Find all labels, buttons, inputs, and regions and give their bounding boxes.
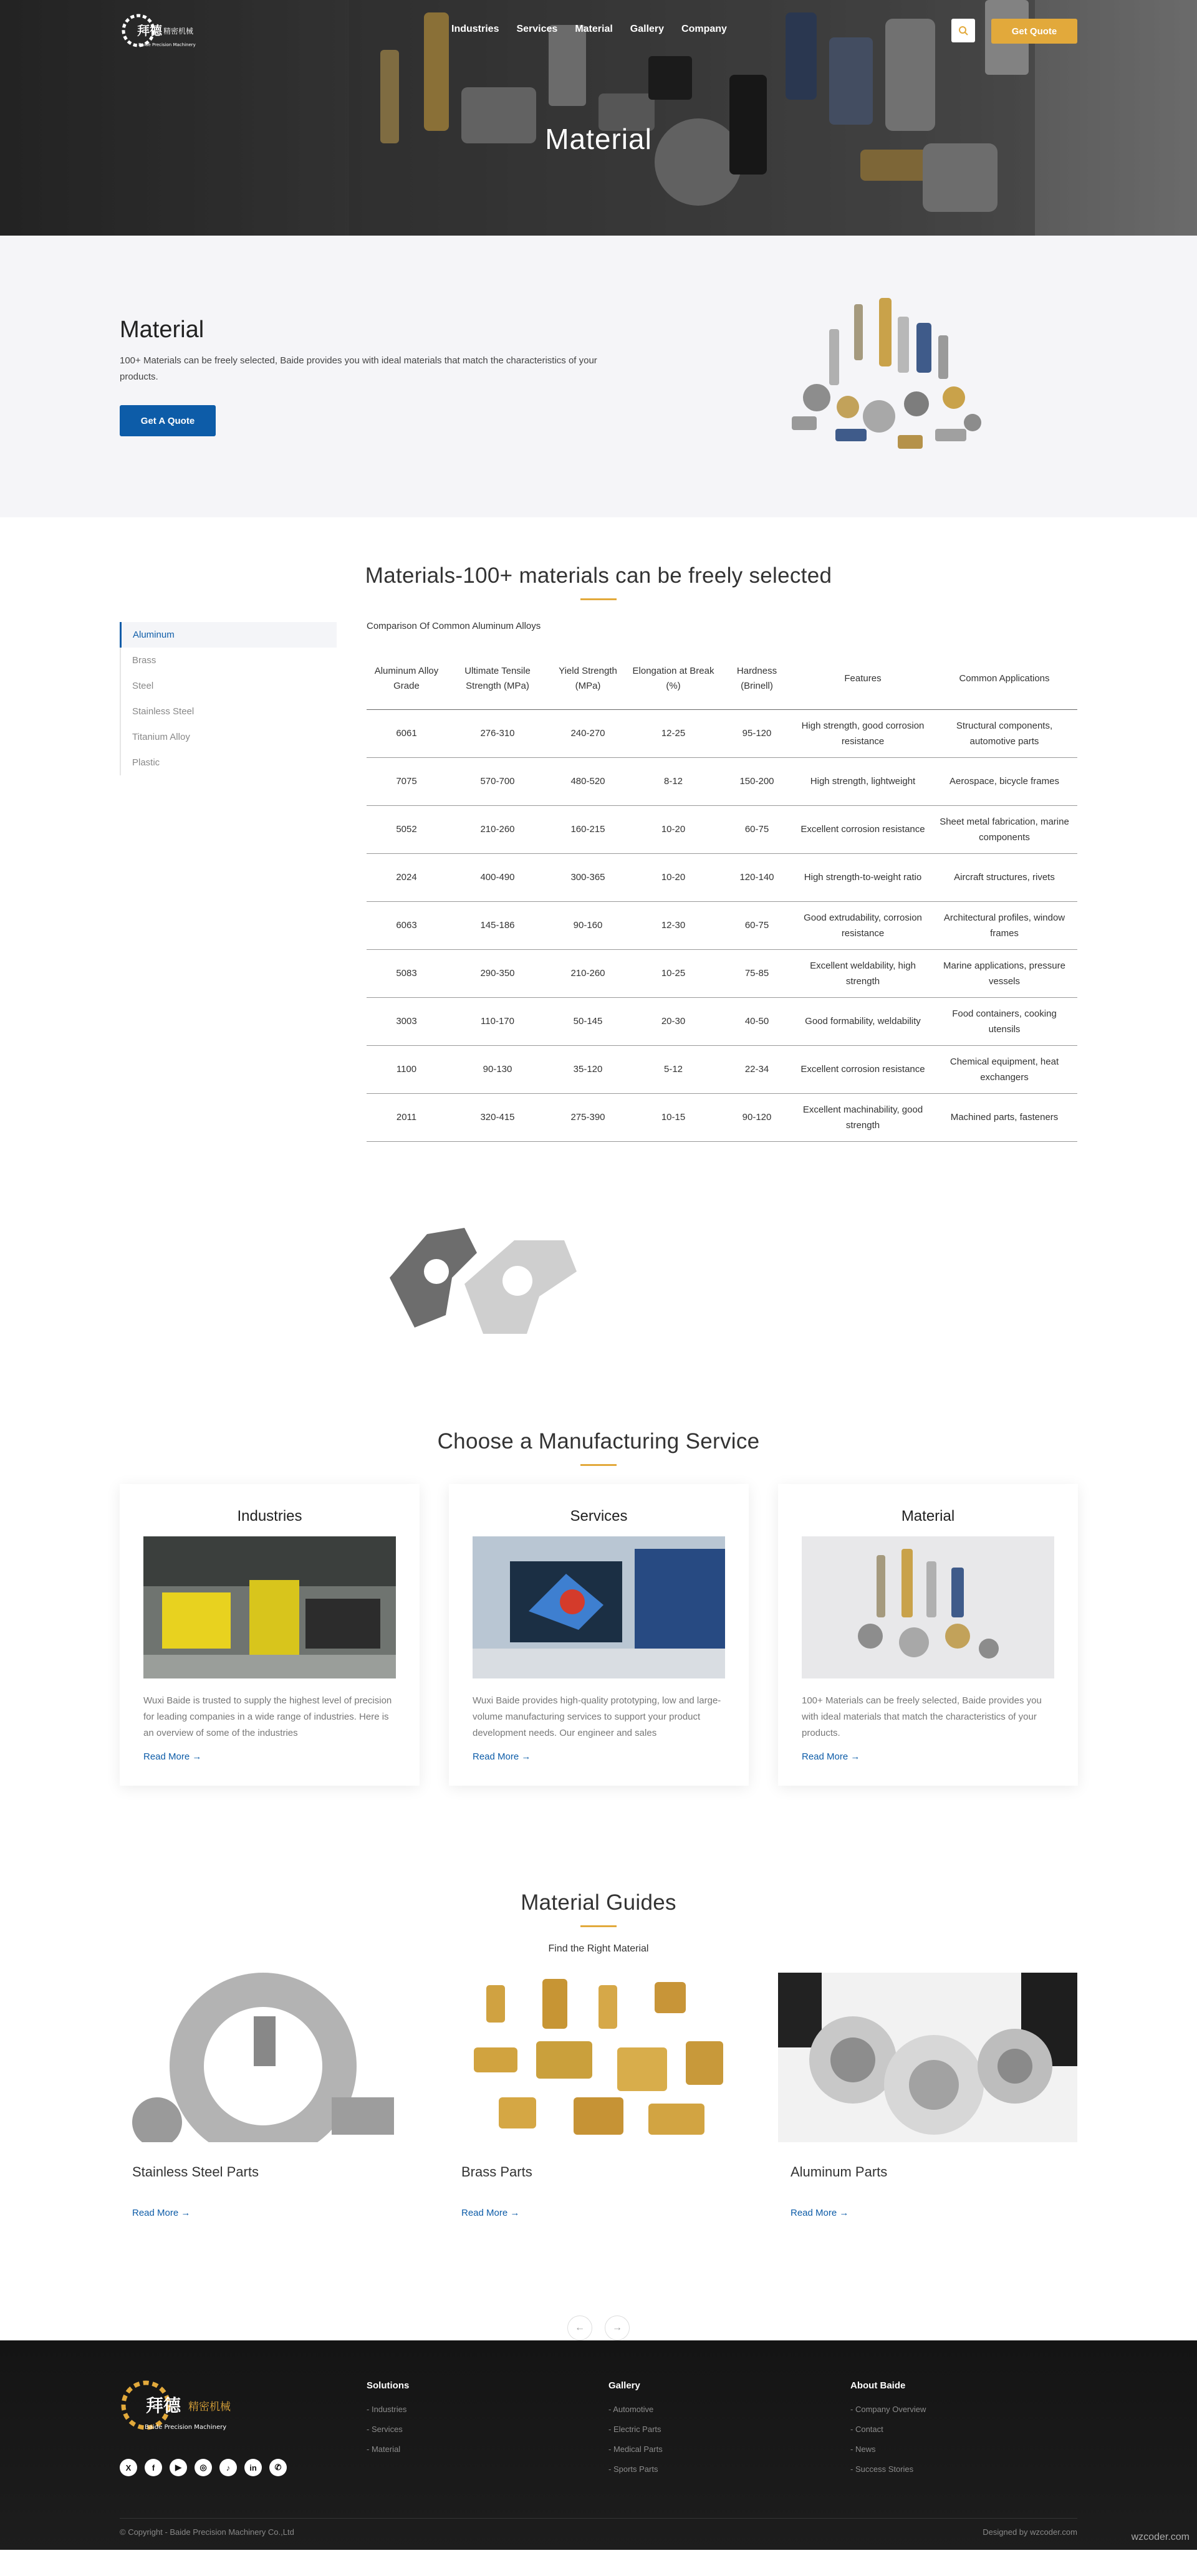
card-text: Wuxi Baide is trusted to supply the highest level of precision for leading companies in a wide range of industries. Here is an overview of some of the industries bbox=[143, 1695, 392, 1738]
sidebar-item-plastic[interactable]: Plastic bbox=[132, 757, 160, 768]
table-cell: 7075 bbox=[367, 757, 446, 805]
table-cell: High strength, lightweight bbox=[794, 757, 931, 805]
svg-text:拜德: 拜德 bbox=[137, 23, 162, 38]
nav-link-material[interactable]: Material bbox=[575, 24, 613, 34]
table-cell: Excellent weldability, high strength bbox=[794, 949, 931, 997]
guides-title: Material Guides bbox=[521, 1890, 676, 1915]
footer-column-title: Gallery bbox=[608, 2380, 640, 2391]
arrow-right-icon: → bbox=[510, 2208, 520, 2218]
sidebar-item-steel[interactable]: Steel bbox=[132, 681, 154, 691]
table-cell: 6061 bbox=[367, 709, 446, 757]
card-text: Wuxi Baide provides high-quality prototyping, low and large-volume manufacturing services to support your product development needs. Our engineer and sales bbox=[473, 1695, 721, 1738]
industries-image bbox=[143, 1536, 396, 1678]
table-row bbox=[367, 901, 1077, 949]
nav-link-industries[interactable]: Industries bbox=[451, 24, 499, 34]
svg-text:拜德: 拜德 bbox=[146, 2395, 181, 2416]
table-cell: Chemical equipment, heat exchangers bbox=[931, 1045, 1077, 1093]
table-cell: 10-20 bbox=[627, 853, 719, 901]
footer-link[interactable]: - Contact bbox=[850, 2420, 926, 2440]
table-cell: 110-170 bbox=[446, 997, 549, 1045]
table-cell: 60-75 bbox=[719, 805, 794, 853]
footer-column-gallery bbox=[608, 2380, 663, 2479]
title-underline bbox=[580, 1925, 617, 1927]
sidebar-item-aluminum[interactable]: Aluminum bbox=[120, 622, 337, 648]
watermark: wzcoder.com bbox=[1131, 2532, 1190, 2542]
youtube-icon[interactable]: ▶ bbox=[170, 2459, 187, 2476]
service-card-industries[interactable] bbox=[120, 1484, 420, 1786]
table-cell: 8-12 bbox=[627, 757, 719, 805]
materials-title: Materials-100+ materials can be freely selected bbox=[365, 563, 832, 588]
table-cell: Sheet metal fabrication, marine components bbox=[931, 805, 1077, 853]
arrow-right-icon: → bbox=[181, 2208, 191, 2218]
table-caption: Comparison Of Common Aluminum Alloys bbox=[367, 621, 541, 631]
read-more-link[interactable]: Read More → bbox=[473, 1751, 531, 1762]
table-cell: 35-120 bbox=[549, 1045, 627, 1093]
x-icon[interactable]: X bbox=[120, 2459, 137, 2476]
search-button[interactable] bbox=[951, 19, 975, 42]
carousel-next-button[interactable] bbox=[605, 2315, 630, 2340]
aluminum-parts-image bbox=[377, 1203, 583, 1346]
designed-by-link[interactable]: Designed by wzcoder.com bbox=[983, 2527, 1077, 2537]
table-cell: 290-350 bbox=[446, 949, 549, 997]
guide-card-brass[interactable] bbox=[449, 1973, 748, 2218]
nav-links bbox=[451, 24, 727, 35]
table-cell: 40-50 bbox=[719, 997, 794, 1045]
table-cell: Food containers, cooking utensils bbox=[931, 997, 1077, 1045]
footer-link[interactable]: - Medical Parts bbox=[608, 2440, 663, 2459]
table-cell: High strength, good corrosion resistance bbox=[794, 709, 931, 757]
svg-text:Baide Precision Machinery: Baide Precision Machinery bbox=[145, 2424, 227, 2431]
footer-link[interactable]: - Services bbox=[367, 2420, 409, 2440]
sidebar-item-titanium-alloy[interactable]: Titanium Alloy bbox=[132, 732, 190, 742]
table-cell: 150-200 bbox=[719, 757, 794, 805]
guide-title: Stainless Steel Parts bbox=[132, 2164, 259, 2180]
whatsapp-icon[interactable]: ✆ bbox=[269, 2459, 287, 2476]
get-a-quote-button[interactable]: Get A Quote bbox=[120, 405, 216, 436]
title-underline bbox=[580, 598, 617, 600]
table-cell: Marine applications, pressure vessels bbox=[931, 949, 1077, 997]
services-image bbox=[473, 1536, 725, 1678]
table-cell: 2024 bbox=[367, 853, 446, 901]
footer-link[interactable]: - News bbox=[850, 2440, 926, 2459]
nav-link-gallery[interactable]: Gallery bbox=[630, 24, 665, 34]
read-more-link[interactable]: Read More → bbox=[461, 2208, 520, 2218]
guide-card-stainless[interactable] bbox=[120, 1973, 419, 2218]
footer-link[interactable]: - Company Overview bbox=[850, 2400, 926, 2420]
table-cell: 90-160 bbox=[549, 901, 627, 949]
table-cell: 240-270 bbox=[549, 709, 627, 757]
table-cell: 6063 bbox=[367, 901, 446, 949]
copyright-text: © Copyright - Baide Precision Machinery Co.,Ltd bbox=[120, 2527, 294, 2537]
baide-logo[interactable] bbox=[120, 10, 196, 51]
table-cell: 22-34 bbox=[719, 1045, 794, 1093]
column-header: Yield Strength (MPa) bbox=[549, 648, 627, 709]
table-cell: High strength-to-weight ratio bbox=[794, 853, 931, 901]
arrow-right-icon: → bbox=[521, 1751, 531, 1762]
column-header: Common Applications bbox=[931, 648, 1077, 709]
table-cell: 210-260 bbox=[446, 805, 549, 853]
footer-column-title: About Baide bbox=[850, 2380, 906, 2391]
table-cell: 3003 bbox=[367, 997, 446, 1045]
table-cell: 12-25 bbox=[627, 709, 719, 757]
linkedin-icon[interactable]: in bbox=[244, 2459, 262, 2476]
footer-link[interactable]: - Industries bbox=[367, 2400, 409, 2420]
svg-text:Baide Precision Machinery: Baide Precision Machinery bbox=[138, 42, 196, 47]
nav-link-services[interactable]: Services bbox=[516, 24, 558, 34]
column-header: Features bbox=[794, 648, 931, 709]
table-cell: 145-186 bbox=[446, 901, 549, 949]
stainless-steel-image bbox=[120, 1973, 419, 2142]
search-icon bbox=[958, 26, 968, 36]
table-cell: Excellent machinability, good strength bbox=[794, 1093, 931, 1141]
hero-banner bbox=[0, 0, 1197, 236]
material-image bbox=[802, 1536, 1054, 1678]
page-title: Material bbox=[545, 123, 652, 155]
table-cell: 90-130 bbox=[446, 1045, 549, 1093]
table-cell: 5083 bbox=[367, 949, 446, 997]
arrow-right-icon: → bbox=[612, 2322, 622, 2333]
column-header: Aluminum Alloy Grade bbox=[367, 648, 446, 709]
table-cell: Aircraft structures, rivets bbox=[931, 853, 1077, 901]
footer-column-title: Solutions bbox=[367, 2380, 410, 2391]
arrow-left-icon: ← bbox=[575, 2322, 585, 2333]
table-cell: Excellent corrosion resistance bbox=[794, 1045, 931, 1093]
card-title: Industries bbox=[237, 1508, 302, 1525]
social-links bbox=[120, 2459, 287, 2476]
table-cell: 210-260 bbox=[549, 949, 627, 997]
table-cell: 75-85 bbox=[719, 949, 794, 997]
guides-subtitle: Find the Right Material bbox=[548, 1943, 649, 1954]
arrow-right-icon: → bbox=[850, 1751, 860, 1762]
table-cell: 12-30 bbox=[627, 901, 719, 949]
sidebar-item-brass[interactable]: Brass bbox=[132, 655, 156, 666]
table-cell: 10-15 bbox=[627, 1093, 719, 1141]
intro-section bbox=[0, 236, 1197, 517]
read-more-link[interactable]: Read More → bbox=[143, 1751, 202, 1762]
brass-parts-image bbox=[449, 1973, 748, 2142]
carousel-prev-button[interactable] bbox=[567, 2315, 592, 2340]
table-cell: 300-365 bbox=[549, 853, 627, 901]
table-cell: 1100 bbox=[367, 1045, 446, 1093]
table-cell: 120-140 bbox=[719, 853, 794, 901]
table-row bbox=[367, 1093, 1077, 1141]
table-cell: 5052 bbox=[367, 805, 446, 853]
table-cell: Aerospace, bicycle frames bbox=[931, 757, 1077, 805]
table-row bbox=[367, 853, 1077, 901]
instagram-icon[interactable]: ◎ bbox=[195, 2459, 212, 2476]
main-nav bbox=[0, 0, 1197, 60]
nav-link-company[interactable]: Company bbox=[681, 24, 727, 34]
column-header: Ultimate Tensile Strength (MPa) bbox=[446, 648, 549, 709]
table-cell: Structural components, automotive parts bbox=[931, 709, 1077, 757]
footer-column-solutions bbox=[367, 2380, 409, 2459]
get-quote-button[interactable]: Get Quote bbox=[991, 19, 1077, 44]
aluminum-image bbox=[778, 1973, 1077, 2142]
table-cell: 95-120 bbox=[719, 709, 794, 757]
footer-logo[interactable] bbox=[120, 2375, 238, 2435]
footer-column-about bbox=[850, 2380, 926, 2479]
manufacturing-section bbox=[0, 1429, 1197, 1890]
material-guides-section bbox=[0, 1890, 1197, 2340]
column-header: Hardness (Brinell) bbox=[719, 648, 794, 709]
table-cell: 276-310 bbox=[446, 709, 549, 757]
manufacturing-title: Choose a Manufacturing Service bbox=[437, 1429, 760, 1453]
intro-title: Material bbox=[120, 317, 204, 343]
guide-title: Brass Parts bbox=[461, 2164, 532, 2180]
table-cell: 275-390 bbox=[549, 1093, 627, 1141]
intro-text: 100+ Materials can be freely selected, Baide provides you with ideal materials that match the characteristics of your products. bbox=[120, 355, 597, 382]
footer-link[interactable]: - Success Stories bbox=[850, 2459, 926, 2479]
materials-section bbox=[0, 517, 1197, 1429]
service-card-material[interactable] bbox=[778, 1484, 1078, 1786]
footer bbox=[0, 2340, 1197, 2550]
table-cell: 20-30 bbox=[627, 997, 719, 1045]
service-card-services[interactable] bbox=[449, 1484, 749, 1786]
guide-title: Aluminum Parts bbox=[791, 2164, 888, 2180]
table-header-row bbox=[367, 648, 1077, 709]
sidebar-item-stainless-steel[interactable]: Stainless Steel bbox=[132, 706, 195, 717]
table-row bbox=[367, 1045, 1077, 1093]
table-cell: 400-490 bbox=[446, 853, 549, 901]
facebook-icon[interactable]: f bbox=[145, 2459, 162, 2476]
table-cell: Machined parts, fasteners bbox=[931, 1093, 1077, 1141]
table-cell: 480-520 bbox=[549, 757, 627, 805]
guide-card-aluminum[interactable] bbox=[778, 1973, 1077, 2218]
card-title: Services bbox=[570, 1508, 628, 1525]
table-cell: Architectural profiles, window frames bbox=[931, 901, 1077, 949]
table-cell: Good formability, weldability bbox=[794, 997, 931, 1045]
read-more-link[interactable]: Read More → bbox=[791, 2208, 849, 2218]
table-cell: 320-415 bbox=[446, 1093, 549, 1141]
table-cell: 10-25 bbox=[627, 949, 719, 997]
table-cell: 90-120 bbox=[719, 1093, 794, 1141]
table-cell: 160-215 bbox=[549, 805, 627, 853]
footer-link[interactable]: - Sports Parts bbox=[608, 2459, 663, 2479]
material-sidebar bbox=[120, 622, 337, 775]
column-header: Elongation at Break (%) bbox=[627, 648, 719, 709]
table-row bbox=[367, 949, 1077, 997]
table-cell: 5-12 bbox=[627, 1045, 719, 1093]
table-cell: 2011 bbox=[367, 1093, 446, 1141]
arrow-right-icon: → bbox=[192, 1751, 202, 1762]
table-cell: Excellent corrosion resistance bbox=[794, 805, 931, 853]
card-text: 100+ Materials can be freely selected, Baide provides you with ideal materials that match the characteristics of your products. bbox=[802, 1695, 1042, 1738]
tiktok-icon[interactable]: ♪ bbox=[219, 2459, 237, 2476]
table-row bbox=[367, 709, 1077, 757]
table-cell: 60-75 bbox=[719, 901, 794, 949]
read-more-link[interactable]: Read More → bbox=[802, 1751, 860, 1762]
table-row bbox=[367, 757, 1077, 805]
footer-link[interactable]: - Automotive bbox=[608, 2400, 663, 2420]
svg-text:精密机械: 精密机械 bbox=[188, 2401, 231, 2413]
table-cell: 10-20 bbox=[627, 805, 719, 853]
read-more-link[interactable]: Read More → bbox=[132, 2208, 191, 2218]
footer-divider bbox=[120, 2518, 1077, 2519]
title-underline bbox=[580, 1464, 617, 1466]
table-row bbox=[367, 997, 1077, 1045]
table-row bbox=[367, 805, 1077, 853]
card-title: Material bbox=[901, 1508, 955, 1525]
table-cell: Good extrudability, corrosion resistance bbox=[794, 901, 931, 949]
svg-text:精密机械: 精密机械 bbox=[163, 27, 194, 36]
table-cell: 50-145 bbox=[549, 997, 627, 1045]
materials-parts-image bbox=[767, 298, 1004, 460]
aluminum-alloys-table bbox=[367, 648, 1077, 1142]
arrow-right-icon: → bbox=[839, 2208, 849, 2218]
footer-link[interactable]: - Electric Parts bbox=[608, 2420, 663, 2440]
table-cell: 570-700 bbox=[446, 757, 549, 805]
footer-link[interactable]: - Material bbox=[367, 2440, 409, 2459]
